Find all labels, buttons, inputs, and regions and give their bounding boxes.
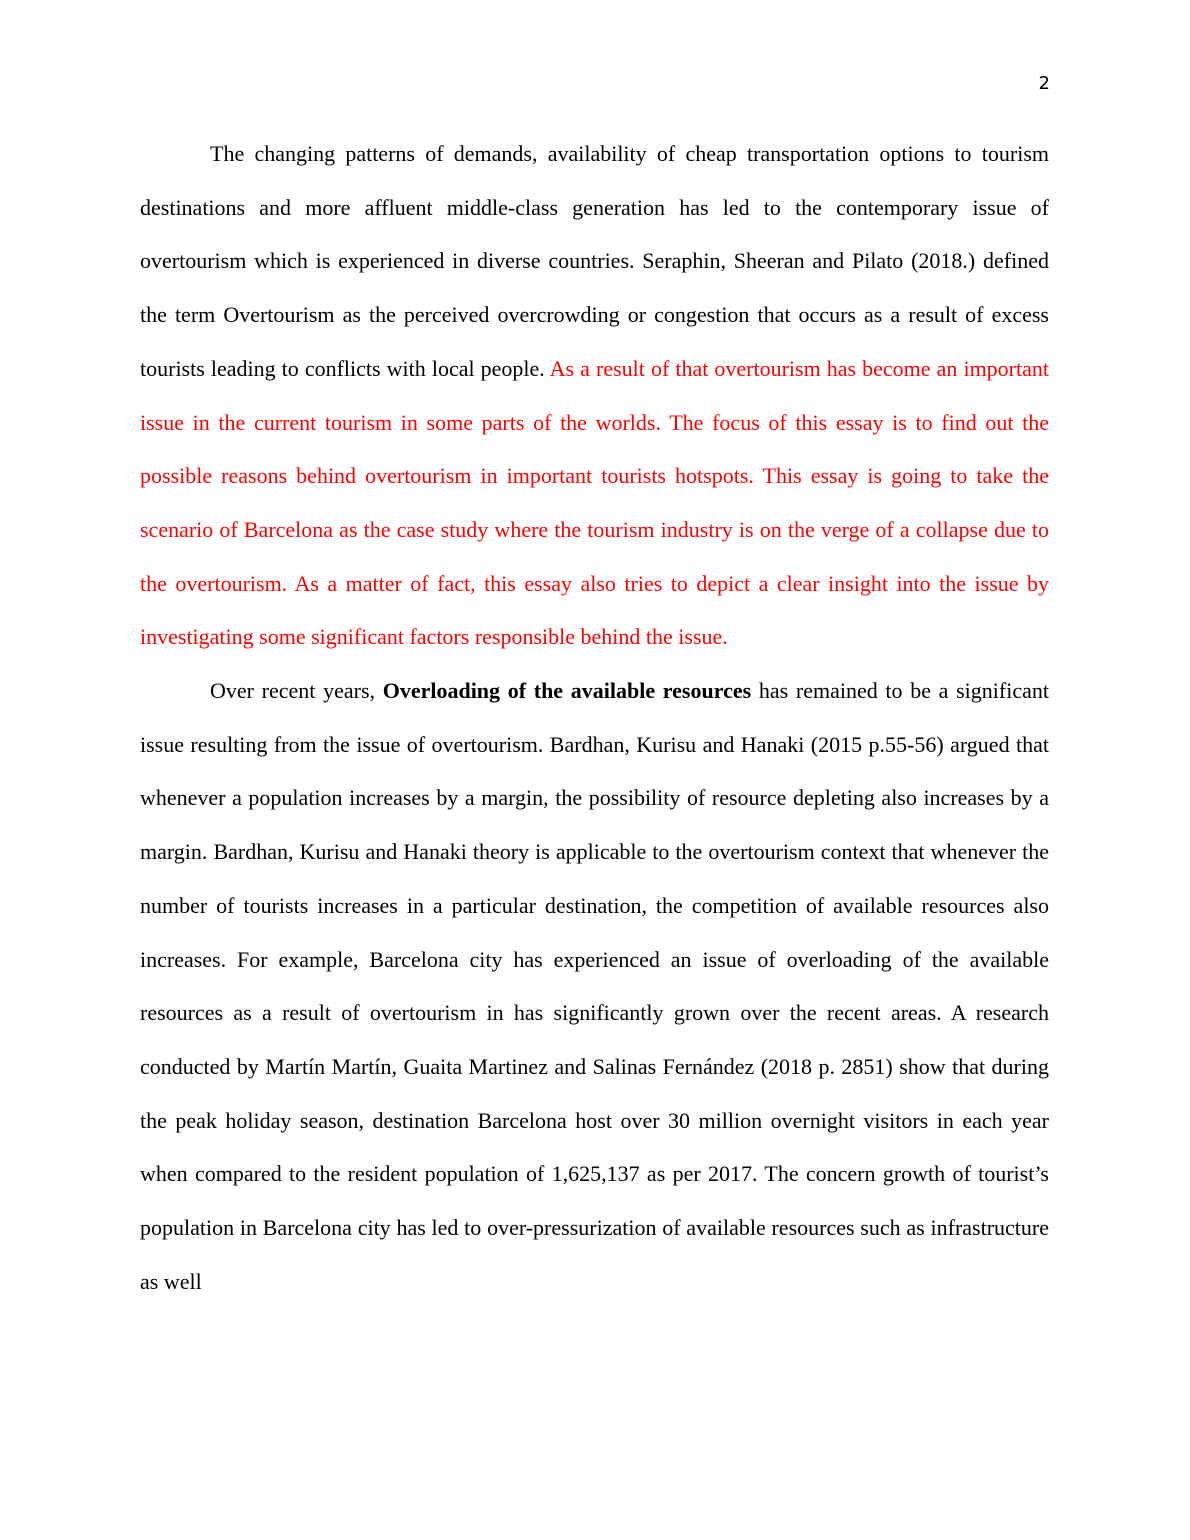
bold-heading-text: Overloading of the available resources — [382, 678, 752, 704]
overloading-body-text: has remained to be a significant issue resulting from the issue of overtourism. Bardhan, Kurisu and Hanaki (2015 p.55-56) argued that whenever a population increases by a margin, the possibility of resource depleting also increases by a margin. Bardhan, Kurisu and Hanaki theory is applicable to the overtourism context that whenever the number of tourists increases in a particular destination, the competition of available resources also increases. For example, Barcelona city has experienced an issue of overloading of the available resources as a result of overtourism in has significantly grown over the recent areas. A research conducted by Martín Martín, Guaita Martinez and Salinas Fernández (2018 p. 2851) show that during the peak holiday season, destination Barcelona host over 30 million overnight visitors in each year when compared to the resident population of 1,625,137 as per 2017. The concern growth of tourist’s population in Barcelona city has led to over-pressurization of available resources such as infrastructure as well — [140, 678, 1049, 1294]
introduction-text: The changing patterns of demands, availability of cheap transportation options to tourism destinations and more affluent middle-class generation has led to the contemporary issue of overtourism which is experienced in diverse countries. Seraphin, Sheeran and Pilato (2018.) defined the term Overtourism as the perceived overcrowding or congestion that occurs as a result of excess tourists leading to conflicts with local people. — [140, 141, 1049, 381]
overloading-intro-text: Over recent years, — [210, 678, 383, 704]
page-number: 2 — [1038, 73, 1050, 94]
paragraph-overloading — [140, 664, 1049, 1308]
document-body — [140, 127, 1049, 1308]
paragraph-introduction — [140, 127, 1049, 664]
highlighted-text: As a result of that overtourism has become an important issue in the current tourism in some parts of the worlds. The focus of this essay is to find out the possible reasons behind overtourism in important tourists hotspots. This essay is going to take the scenario of Barcelona as the case study where the tourism industry is on the verge of a collapse due to the overtourism. As a matter of fact, this essay also tries to depict a clear insight into the issue by investigating some significant factors responsible behind the issue. — [140, 355, 1049, 650]
